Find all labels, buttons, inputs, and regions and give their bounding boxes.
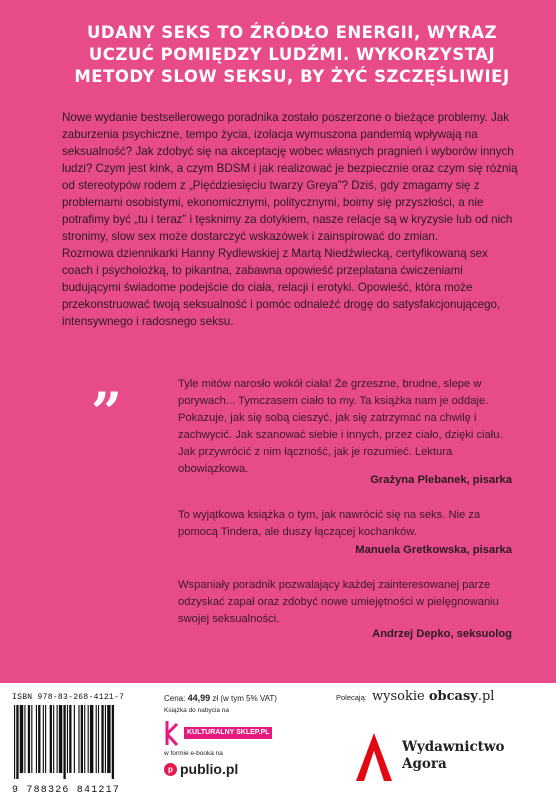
quote-mark-icon: „ bbox=[92, 349, 124, 413]
kulturalny-sklep-logo bbox=[164, 720, 314, 746]
quote-text-3: Wspaniały poradnik pozwalający każdej zainteresowanej parze odzyskać zapał oraz zdobyć nowe umiejętności w pielęgnowaniu swojej seksualności. bbox=[178, 579, 499, 625]
ean-digits: 9 788326 841217 bbox=[12, 785, 121, 796]
isbn-text: ISBN 978-83-268-4121-7 bbox=[12, 693, 125, 702]
agora-a-icon bbox=[354, 731, 394, 783]
wo-part3: .pl bbox=[477, 689, 495, 704]
publio-text: publio.pl bbox=[180, 761, 239, 777]
quote-author-3: Andrzej Depko, seksuolog bbox=[372, 628, 512, 640]
back-cover-footer bbox=[0, 683, 556, 800]
description-paragraph-2: Rozmowa dziennikarki Hanny Rydlewskiej z Martą Niedźwiecką, certyfikowaną sex coach i psycholożką, to pikantna, zabawna opowieść przeplatana ćwiczeniami budującymi świadome podejście do ciała, relacji i erotyki. Opowieść, która może przekonstruować twoją seksualność i pomóc odnaleźć drogę do satysfakcjonującego, intensywnego i radosnego seksu. bbox=[62, 247, 501, 328]
quote-text-2: To wyjątkowa książka o tym, jak nawrócić się na seks. Nie za pomocą Tindera, ale duszy łączącej kochanków. bbox=[178, 509, 481, 538]
description-paragraph-1: Nowe wydanie bestsellerowego poradnika zostało poszerzone o bieżące problemy. Jak zaburzenia psychiczne, tempo życia, izolacja wymuszona pandemią wpływają na seksualność? Jak zdobyć się na akceptację wobec własnych pragnień i wyborów innych ludzi? Czym jest kink, a czym BDSM i jak realizować je bezpiecznie oraz czym się różnią od stereotypów rodem z „Pięćdziesięciu twarzy Greya”? Dziś, gdy zmagamy się z problemami osobistymi, ekonomicznymi, politycznymi, boimy się przyszłości, a nie potrafimy być „tu i teraz” i tęsknimy za dotykiem, nasze relacje są w kryzysie lub od nich stronimy, slow sex może dostarczyć wskazówek i zainspirować do zmian. bbox=[62, 111, 518, 243]
price-suffix: zł (w tym 5% VAT) bbox=[212, 694, 277, 703]
agora-line2: Agora bbox=[402, 756, 447, 772]
wysokie-obcasy-logo bbox=[372, 689, 494, 704]
agora-line1: Wydawnictwo bbox=[402, 739, 505, 755]
publio-logo bbox=[164, 761, 314, 777]
quote-author-2: Manuela Gretkowska, pisarka bbox=[355, 544, 512, 556]
kulturalny-sklep-text: KULTURALNY SKLEP.PL bbox=[184, 727, 272, 739]
wo-part2: obcasy bbox=[428, 689, 478, 704]
quote-author-1: Grażyna Plebanek, pisarka bbox=[370, 474, 512, 486]
wo-part1: wysokie bbox=[372, 689, 429, 704]
quote-text-1: Tyle mitów narosło wokół ciała! Że grzeszne, brudne, slepe w porywach... Tymczasem ciało to my. Ta książka nam je oddaje. Pokazuje, jak się sobą cieszyć, jak się zatrzymać na chwilę i zachwycić. Jak szanować siebie i innych, przez ciało, dzięki ciału. Jak przywrócić z nim łączność, jak je rozumieć. Lektura obowiązkowa. bbox=[178, 378, 503, 475]
wydawnictwo-agora-logo bbox=[402, 739, 505, 773]
price-label: Cena: bbox=[164, 694, 186, 703]
available-at-label: Książka do nabycia na bbox=[164, 707, 230, 714]
publio-p-icon: p bbox=[164, 763, 177, 776]
price-value: 44,99 bbox=[187, 693, 211, 703]
price-line bbox=[164, 693, 314, 703]
barcode-block bbox=[12, 693, 154, 796]
ebook-at-label: w formie e-booka na bbox=[164, 750, 223, 757]
recommend-label: Polecają: bbox=[336, 693, 367, 702]
kulturalny-k-icon bbox=[164, 720, 180, 746]
headline: UDANY SEKS TO ŹRÓDŁO ENERGII, WYRAZ UCZUĆ POMIĘDZY LUDŹMI. WYKORZYSTAJ METODY SLOW SEKSU, BY ŻYĆ SZCZĘŚLIWIEJ bbox=[74, 23, 510, 86]
purchase-info bbox=[164, 693, 314, 777]
barcode-icon bbox=[12, 705, 154, 779]
